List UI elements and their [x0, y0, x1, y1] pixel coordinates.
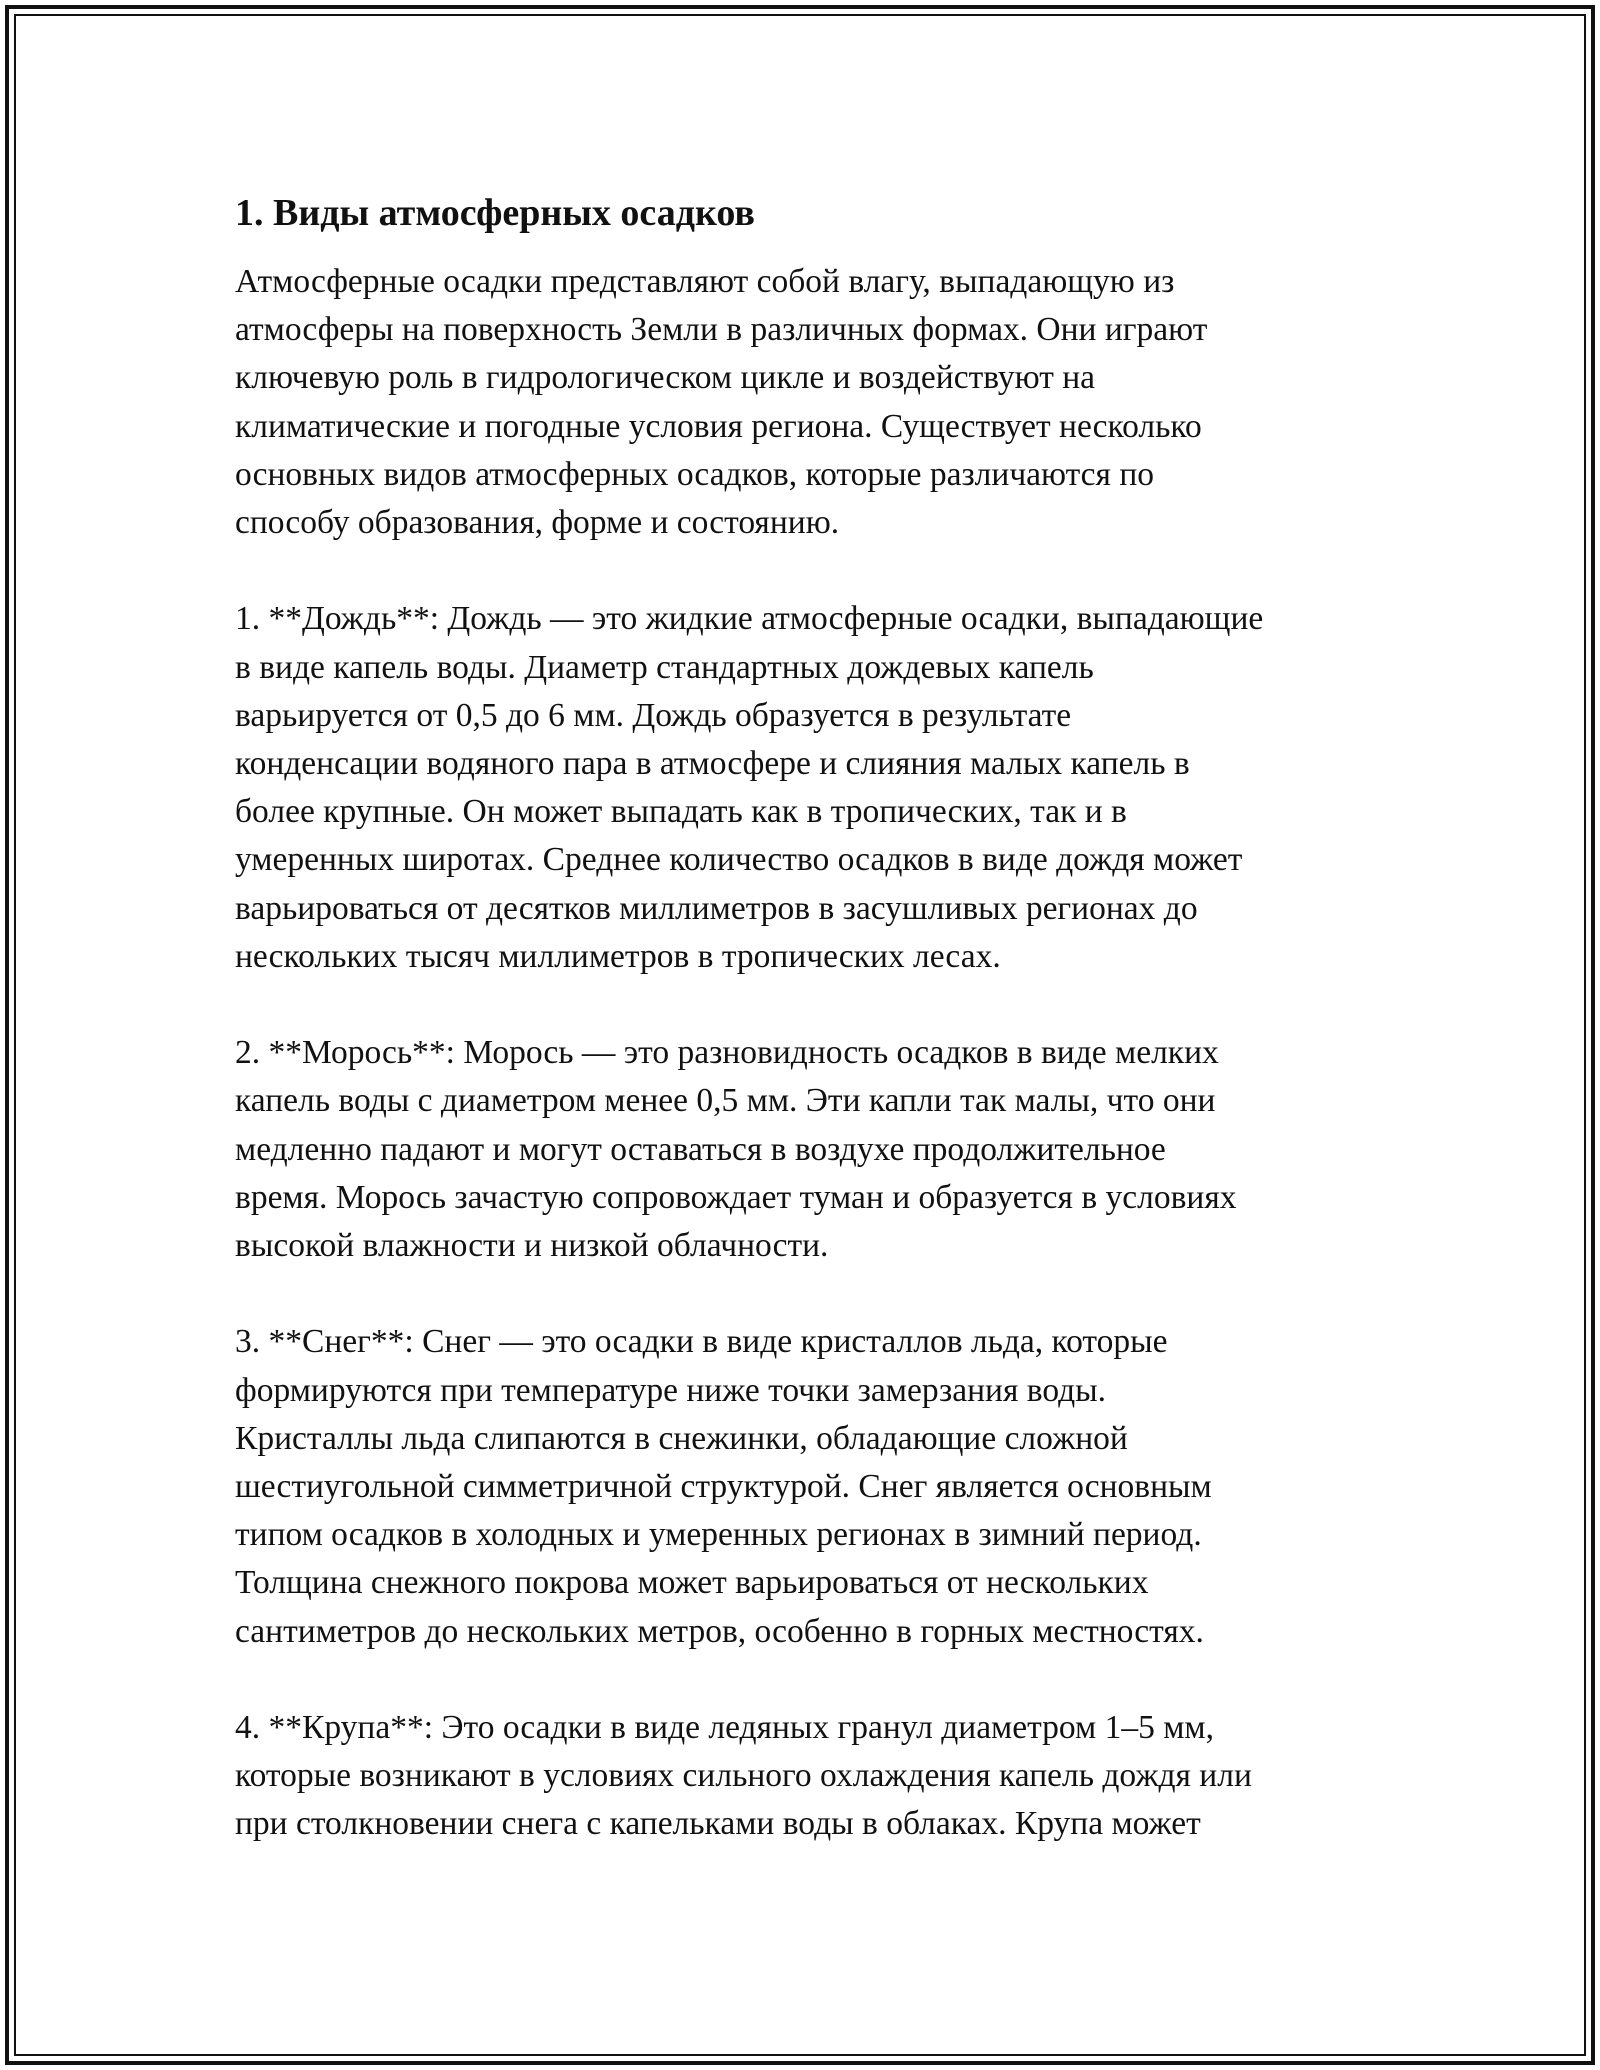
intro-paragraph: Атмосферные осадки представляют собой влагу, выпадающую из атмосферы на поверхность Земли в различных формах. Они играют ключевую роль в гидрологическом цикле и воздействуют на климатические и погодные условия региона. Существует несколько основных видов атмосферных осадков, которые различаются по способу образования, форме и состоянию. [235, 263, 1208, 542]
section-heading: 1. Виды атмосферных осадков [235, 192, 755, 234]
snow-paragraph: 3. **Снег**: Снег — это осадки в виде кристаллов льда, которые формируются при температуре ниже точки замерзания воды. Кристаллы льда слипаются в снежинки, обладающие сложной шестиугольной симметричной структурой. Снег является основным типом осадков в холодных и умеренных регионах в зимний период. Толщина снежного покрова может варьироваться от нескольких сантиметров до нескольких метров, особенно в горных местностях. [235, 1323, 1212, 1650]
rain-paragraph: 1. **Дождь**: Дождь — это жидкие атмосферные осадки, выпадающие в виде капель воды. Диаметр стандартных дождевых капель варьируется от 0,5 до 6 мм. Дождь образуется в результате конденсации водяного пара в атмосфере и слияния малых капель в более крупные. Он может выпадать как в тропических, так и в умеренных широтах. Среднее количество осадков в виде дождя может варьироваться от десятков миллиметров в засушливых регионах до нескольких тысяч миллиметров в тропических лесах. [235, 600, 1264, 975]
document-body [235, 188, 1375, 1897]
drizzle-paragraph: 2. **Морось**: Морось — это разновидность осадков в виде мелких капель воды с диаметром менее 0,5 мм. Эти капли так малы, что они медленно падают и могут оставаться в воздухе продолжительное время. Морось зачастую сопровождает туман и образуется в условиях высокой влажности и низкой облачности. [235, 1034, 1237, 1265]
graupel-paragraph: 4. **Крупа**: Это осадки в виде ледяных гранул диаметром 1–5 мм, которые возникают в условиях сильного охлаждения капель дождя или при столкновении снега с капельками воды в облаках. Крупа может [235, 1709, 1252, 1843]
